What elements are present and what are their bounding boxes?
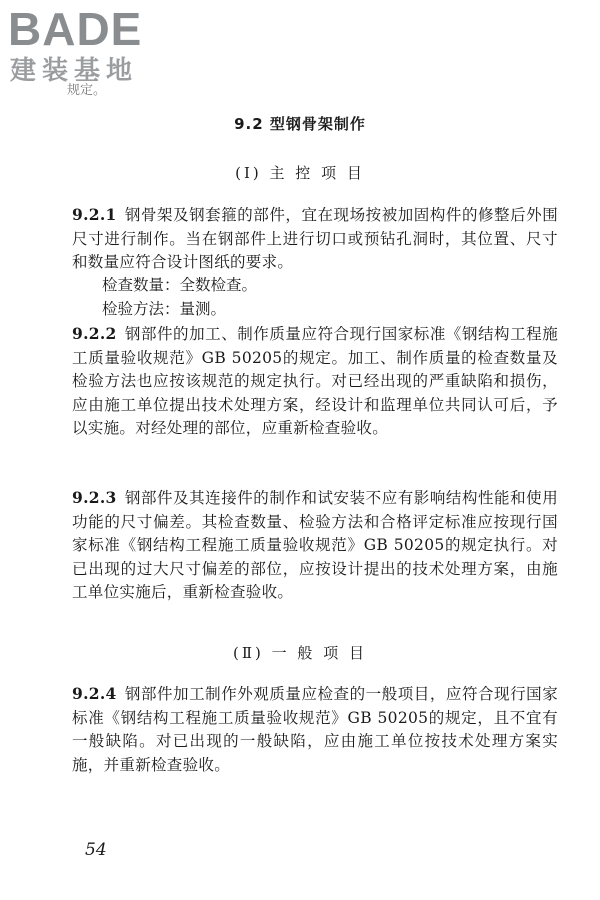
clause-number: 9.2.2 <box>72 324 117 343</box>
clause-text: 钢部件加工制作外观质量应检查的一般项目，应符合现行国家标准《钢结构工程施工质量验收规范》GB 50205的规定，且不宜有一般缺陷。对已出现的一般缺陷，应由施工单位按技术处理方案实施，并重新检查验收。 <box>72 685 558 774</box>
clause-number: 9.2.3 <box>72 488 117 507</box>
page-number: 54 <box>85 840 107 860</box>
clause-9-2-4 <box>72 682 558 777</box>
clause-9-2-2 <box>72 322 558 441</box>
check-quantity: 检查数量：全数检查。 <box>102 276 258 294</box>
section-title: 9.2 型钢骨架制作 <box>234 115 366 133</box>
clause-9-2-1 <box>72 203 558 275</box>
clause-number: 9.2.4 <box>72 684 117 703</box>
logo-subtext: 建装基地 <box>10 56 139 86</box>
subsection-title-main-control: (Ⅰ) 主 控 项 目 <box>235 164 365 182</box>
previous-page-fragment: 规定。 <box>67 83 107 98</box>
logo-text: BADE <box>8 3 143 55</box>
clause-number: 9.2.1 <box>72 205 117 224</box>
check-method: 检验方法：量测。 <box>102 300 227 318</box>
subsection-title-general: (Ⅱ) 一 般 项 目 <box>233 644 367 662</box>
clause-9-2-3 <box>72 486 558 605</box>
clause-text: 钢骨架及钢套箍的部件，宜在现场按被加固构件的修整后外围尺寸进行制作。当在钢部件上进行切口或预钻孔洞时，其位置、尺寸和数量应符合设计图纸的要求。 <box>72 206 558 271</box>
clause-text: 钢部件的加工、制作质量应符合现行国家标准《钢结构工程施工质量验收规范》GB 50205的规定。加工、制作质量的检查数量及检验方法也应按该规范的规定执行。对已经出现的严重缺陷和损伤，应由施工单位提出技术处理方案，经设计和监理单位共同认可后，予以实施。对经处理的部位，应重新检查验收。 <box>72 325 558 437</box>
clause-text: 钢部件及其连接件的制作和试安装不应有影响结构性能和使用功能的尺寸偏差。其检查数量、检验方法和合格评定标准应按现行国家标准《钢结构工程施工质量验收规范》GB 50205的规定执行。对已出现的过大尺寸偏差的部位，应按设计提出的技术处理方案，由施工单位实施后，重新检查验收。 <box>72 489 558 601</box>
